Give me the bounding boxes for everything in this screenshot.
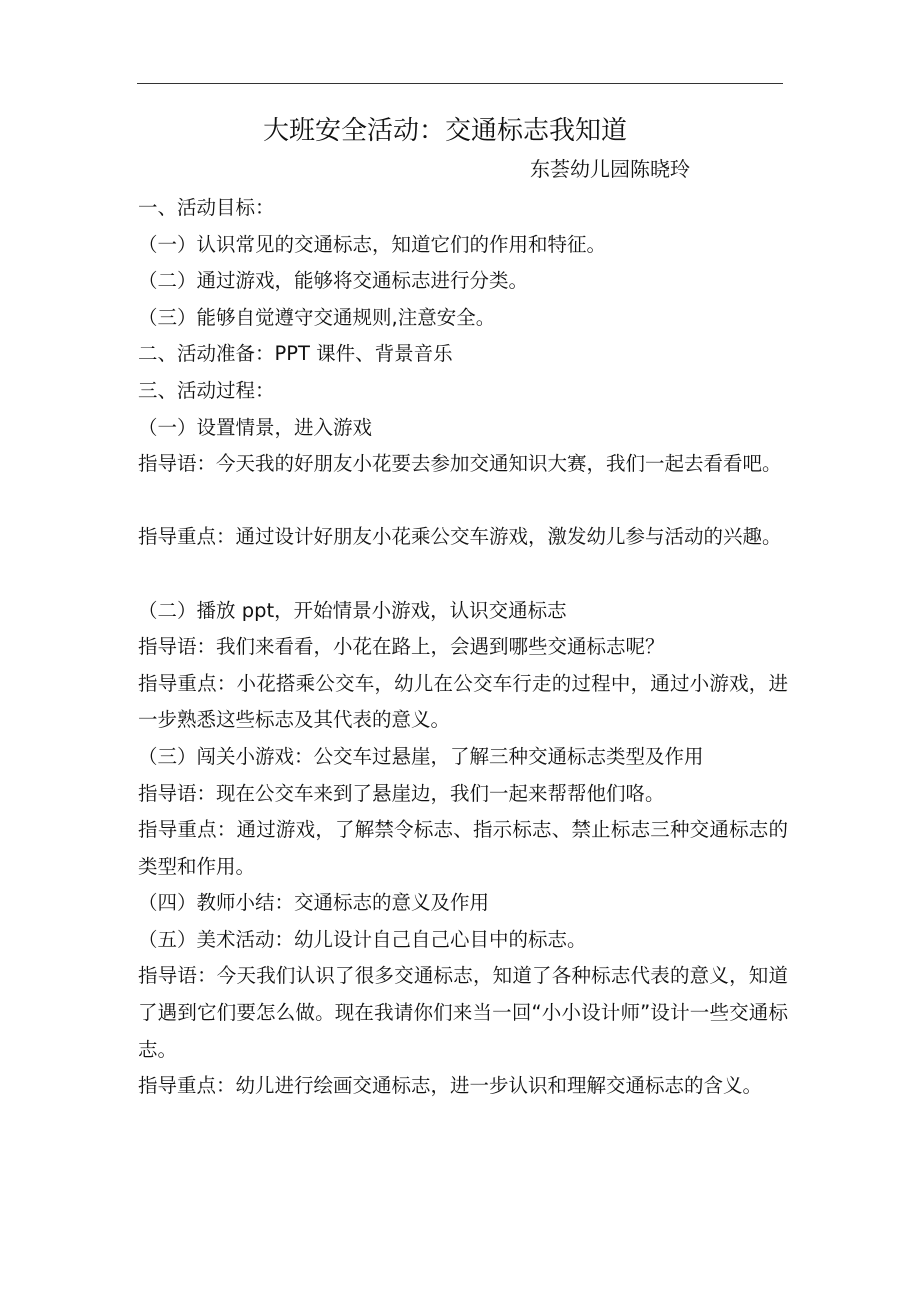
guidance-paragraph: 指导语：现在公交车来到了悬崖边，我们一起来帮帮他们咯。: [138, 781, 665, 805]
step-heading: （一）设置情景，进入游戏: [138, 415, 373, 439]
guidance-paragraph: 指导重点：小花搭乘公交车，幼儿在公交车行走的过程中，通过小游戏，进一步熟悉这些标志及其代表的意义。: [138, 671, 788, 732]
guidance-paragraph: 指导重点：通过游戏，了解禁令标志、指示标志、禁止标志三种交通标志的类型和作用。: [138, 818, 788, 878]
guidance-paragraph: 指导语：今天我们认识了很多交通标志，知道了各种标志代表的意义，知道了遇到它们要怎么做。现在我请你们来当一回“小小设计师”设计一些交通标志。: [138, 964, 788, 1061]
step-heading: （五）美术活动：幼儿设计自己自己心目中的标志。: [138, 927, 587, 951]
section-heading-process: 三、活动过程：: [138, 378, 275, 402]
step-heading: （四）教师小结：交通标志的意义及作用: [138, 891, 490, 915]
document-title: 大班安全活动：交通标志我知道: [262, 116, 627, 146]
guidance-paragraph: 指导语：今天我的好朋友小花要去参加交通知识大赛，我们一起去看看吧。: [138, 452, 782, 476]
guidance-paragraph: 指导重点：通过设计好朋友小花乘公交车游戏，激发幼儿参与活动的兴趣。: [138, 525, 782, 549]
goal-item: （二）通过游戏，能够将交通标志进行分类。: [138, 269, 529, 293]
step-heading: （三）闯关小游戏：公交车过悬崖，了解三种交通标志类型及作用: [138, 744, 704, 768]
section-heading-preparation: 二、活动准备：PPT 课件、背景音乐: [138, 342, 453, 366]
goal-item: （三）能够自觉遵守交通规则,注意安全。: [138, 305, 496, 329]
guidance-paragraph: 指导语：我们来看看，小花在路上，会遇到哪些交通标志呢？: [138, 635, 665, 659]
guidance-paragraph: 指导重点：幼儿进行绘画交通标志，进一步认识和理解交通标志的含义。: [138, 1074, 763, 1098]
document-body: [138, 190, 788, 1141]
header-rule: [137, 83, 783, 84]
step-heading: （二）播放 ppt，开始情景小游戏，认识交通标志: [138, 598, 567, 622]
document-author: 东荟幼儿园陈晓玲: [530, 157, 690, 181]
goal-item: （一）认识常见的交通标志，知道它们的作用和特征。: [138, 232, 607, 256]
section-heading-goals: 一、活动目标：: [138, 196, 275, 219]
